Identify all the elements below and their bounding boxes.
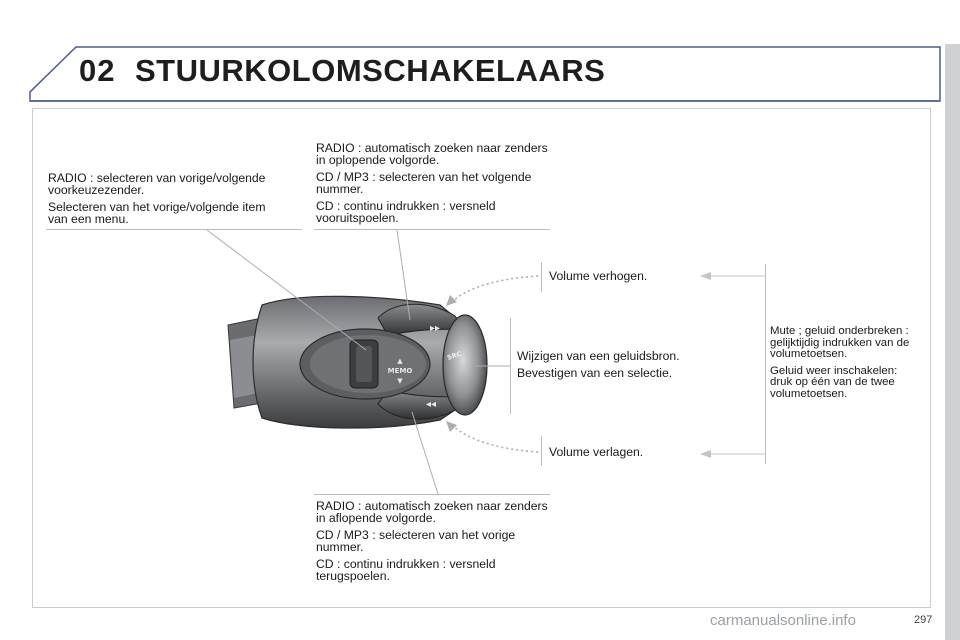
volume-up-arrow-icon: [446, 295, 457, 306]
callout-next-line1: RADIO : automatisch zoeken naar zenders in oplopende volgorde.: [316, 141, 548, 167]
callout-memo-rule: [46, 229, 302, 230]
callout-previous-rule: [314, 494, 550, 495]
memo-control[interactable]: [300, 329, 430, 399]
callout-next-line2: CD / MP3 : selecteren van het volgende nummer.: [316, 170, 532, 196]
chapter-number: 02: [79, 53, 116, 88]
callout-volume-down: Volume verlagen.: [549, 445, 644, 459]
callout-mute-line2: Geluid weer inschakelen: druk op één van de twee volumetoetsen.: [770, 364, 898, 400]
memo-label: MEMO: [387, 367, 413, 375]
callout-previous-line2: CD / MP3 : selecteren van het vorige nummer.: [316, 528, 516, 554]
callout-volume-up: Volume verhogen.: [549, 269, 648, 283]
src-label: SRC: [446, 349, 463, 362]
rewind-icon: ◂◂: [426, 399, 437, 410]
volume-down-arrow-icon: [446, 421, 457, 432]
source-rule: [510, 318, 511, 414]
source-button[interactable]: [443, 315, 487, 415]
callout-previous-line1: RADIO : automatisch zoeken naar zenders in aflopende volgorde.: [316, 499, 548, 525]
callout-previous-line3: CD : continu indrukken : versneld terugspoelen.: [316, 557, 496, 583]
callout-mute: [770, 326, 922, 405]
mute-rule: [765, 264, 766, 464]
memo-up-icon: ▲: [397, 357, 403, 365]
callout-next-rule: [314, 229, 550, 230]
page-number: 297: [914, 614, 933, 626]
fast-forward-icon: ▸▸: [430, 323, 441, 334]
callout-source-line1: Wijzigen van een geluidsbron.: [517, 349, 680, 363]
callout-mute-line1: Mute ; geluid onderbreken : gelijktijdig indrukken van de volumetoetsen.: [770, 325, 910, 360]
callout-memo-line1: RADIO : selecteren van vorige/volgende voorkeuzezender.: [48, 171, 266, 197]
volume-up-rule: [541, 262, 542, 292]
callout-memo-line2: Selecteren van het vorige/volgende item van een menu.: [48, 200, 266, 226]
callout-next: [316, 142, 551, 229]
volume-down-rule: [541, 436, 542, 466]
callout-previous: [316, 500, 551, 587]
callout-source: [517, 350, 717, 384]
watermark: carmanualsonline.info: [710, 612, 856, 629]
callout-next-line3: CD : continu indrukken : versneld vooruitspoelen.: [316, 199, 496, 225]
callout-source-line2: Bevestigen van een selectie.: [517, 366, 673, 380]
page-title: STUURKOLOMSCHAKELAARS: [135, 53, 606, 88]
memo-down-icon: ▼: [397, 377, 403, 385]
callout-memo: [48, 172, 288, 230]
